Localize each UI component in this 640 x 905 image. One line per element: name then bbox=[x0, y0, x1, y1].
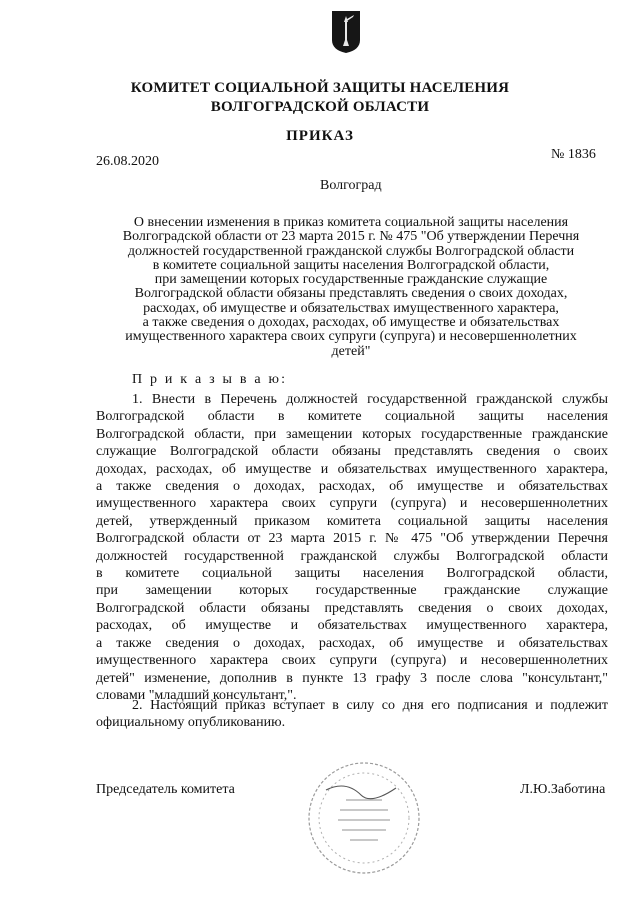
org-title-line1: КОМИТЕТ СОЦИАЛЬНОЙ ЗАЩИТЫ НАСЕЛЕНИЯ bbox=[130, 80, 510, 96]
paragraph-line: доходах, расходах, об имуществе и обязательствах имущественного характера, bbox=[96, 461, 608, 477]
paragraph-line: Волгоградской области от 23 марта 2015 г. № 475 "Об утверждении Перечня bbox=[96, 531, 608, 547]
subject-line: при замещении которых государственные гражданские служащие bbox=[154, 272, 548, 288]
paragraph-line: должностей государственной гражданской службы Волгоградской области bbox=[96, 548, 608, 564]
subject-line: Волгоградской области от 23 марта 2015 г. № 475 "Об утверждении Перечня bbox=[122, 229, 580, 245]
orders-heading: П р и к а з ы в а ю: bbox=[132, 372, 288, 387]
subject-line: имущественного характера своих супруги (супруга) и несовершеннолетних bbox=[125, 329, 577, 345]
paragraph-line: словами "младший консультант,". bbox=[96, 687, 297, 703]
paragraph-line: 2. Настоящий приказ вступает в силу со дня его подписания и подлежит bbox=[132, 698, 608, 713]
official-stamp-icon bbox=[306, 760, 422, 876]
subject-line: а также сведения о доходах, расходах, об имуществе и обязательствах bbox=[142, 315, 560, 331]
subject-line: должностей государственной гражданской службы Волгоградской области bbox=[127, 243, 575, 259]
signatory-position: Председатель комитета bbox=[96, 782, 235, 797]
subject-line: в комитете социальной защиты населения Волгоградской области, bbox=[152, 257, 550, 273]
paragraph-line: детей, утвержденный приказом комитета социальной защиты населения bbox=[96, 513, 608, 529]
paragraph-2 bbox=[96, 697, 608, 732]
coat-of-arms-icon bbox=[331, 10, 361, 54]
document-type: ПРИКАЗ bbox=[286, 128, 354, 144]
document-date: 26.08.2020 bbox=[96, 154, 159, 169]
paragraph-line: в комитете социальной защиты населения Волгоградской области, bbox=[96, 566, 608, 582]
signatory-name: Л.Ю.Заботина bbox=[520, 782, 606, 797]
paragraph-line: Волгоградской области обязаны представлять сведения о своих доходах, bbox=[96, 600, 608, 616]
paragraph-line: служащие Волгоградской области обязаны представлять сведения о своих bbox=[96, 444, 608, 460]
org-title-line2: ВОЛГОГРАДСКОЙ ОБЛАСТИ bbox=[210, 99, 430, 115]
paragraph-line: имущественного характера своих супруги (супруга) и несовершеннолетних bbox=[96, 653, 608, 669]
paragraph-line: расходах, об имуществе и обязательствах имущественного характера, bbox=[96, 618, 608, 634]
subject-line: расходах, об имуществе и обязательствах имущественного характера, bbox=[143, 300, 559, 316]
paragraph-line: Волгоградской области, при замещении которых государственные гражданские bbox=[96, 426, 608, 442]
paragraph-line: а также сведения о доходах, расходах, об имуществе и обязательствах bbox=[96, 635, 608, 651]
document-city: Волгоград bbox=[320, 178, 382, 193]
subject-line: О внесении изменения в приказ комитета социальной защиты населения bbox=[133, 215, 569, 230]
subject-line: детей" bbox=[331, 343, 371, 359]
paragraph-line: Волгоградской области в комитете социальной защиты населения bbox=[96, 409, 608, 425]
subject-line: Волгоградской области обязаны представлять сведения о своих доходах, bbox=[134, 286, 568, 302]
document-subject bbox=[96, 216, 606, 359]
paragraph-line: детей" изменение, дополнив в пункте 13 графу 3 после слова "консультант," bbox=[96, 670, 608, 686]
paragraph-line: имущественного характера своих супруги (супруга) и несовершеннолетних bbox=[96, 496, 608, 512]
paragraph-line: официальному опубликованию. bbox=[96, 715, 286, 731]
paragraph-line: а также сведения о доходах, расходах, об имуществе и обязательствах bbox=[96, 479, 608, 495]
paragraph-line: 1. Внести в Перечень должностей государственной гражданской службы bbox=[132, 392, 608, 407]
paragraph-1 bbox=[96, 391, 608, 704]
document-number: № 1836 bbox=[551, 147, 596, 162]
paragraph-line: при замещении которых государственные гражданские служащие bbox=[96, 583, 608, 599]
